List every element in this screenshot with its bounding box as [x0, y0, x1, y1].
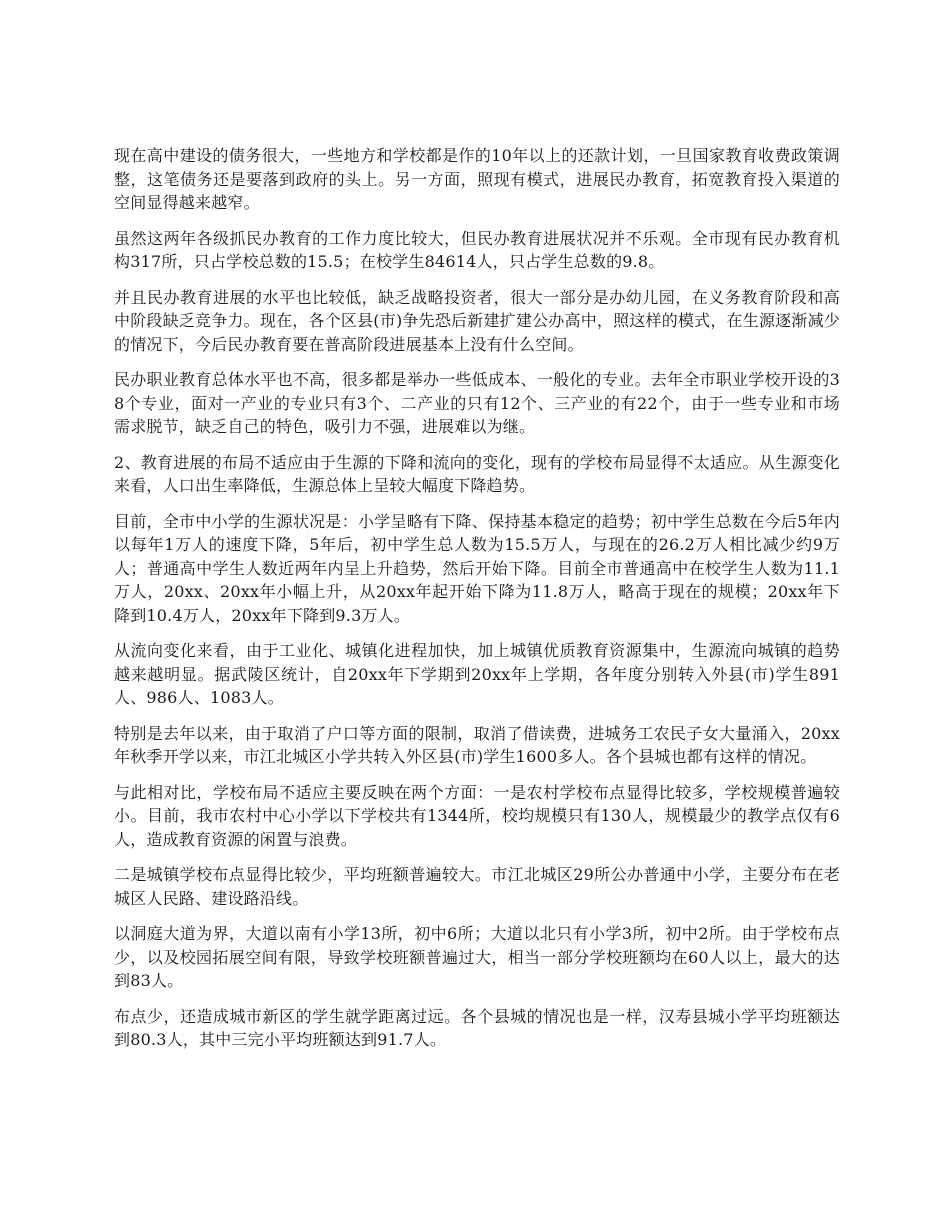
paragraph-9: 与此相对比，学校布局不适应主要反映在两个方面：一是农村学校布点显得比较多，学校规模普遍较小。目前，我市农村中心小学以下学校共有1344所，校均规模只有130人，规模最少的教学点仅有6人，造成教育资源的闲置与浪费。 — [114, 782, 840, 849]
paragraph-2: 虽然这两年各级抓民办教育的工作力度比较大，但民办教育进展状况并不乐观。全市现有民办教育机构317所，只占学校总数的15.5；在校学生84614人，只占学生总数的9.8。 — [114, 228, 840, 271]
paragraph-4: 民办职业教育总体水平也不高，很多都是举办一些低成本、一般化的专业。去年全市职业学校开设的38个专业，面对一产业的专业只有3个、二产业的只有12个、三产业的有22个，由于一些专业和市场需求脱节，缺乏自己的特色，吸引力不强，进展难以为继。 — [114, 370, 840, 436]
document-body — [114, 144, 840, 1064]
paragraph-1: 现在高中建设的债务很大，一些地方和学校都是作的10年以上的还款计划，一旦国家教育收费政策调整，这笔债务还是要落到政府的头上。另一方面，照现有模式，进展民办教育，拓宽教育投入渠道的空间显得越来越窄。 — [114, 146, 840, 212]
paragraph-8: 特别是去年以来，由于取消了户口等方面的限制，取消了借读费，进城务工农民子女大量涌入，20xx年秋季开学以来，市江北城区小学共转入外区县(市)学生1600多人。各个县城也都有这样的情况。 — [114, 723, 840, 766]
paragraph-5: 2、教育进展的布局不适应由于生源的下降和流向的变化，现有的学校布局显得不太适应。从生源变化来看，人口出生率降低，生源总体上呈较大幅度下降趋势。 — [114, 452, 840, 495]
paragraph-12: 布点少，还造成城市新区的学生就学距离过远。各个县城的情况也是一样，汉寿县城小学平均班额达到80.3人，其中三完小平均班额达到91.7人。 — [114, 1006, 840, 1049]
paragraph-6: 目前，全市中小学的生源状况是：小学呈略有下降、保持基本稳定的趋势；初中学生总数在今后5年内以每年1万人的速度下降，5年后，初中学生总人数为15.5万人，与现在的26.2万人相比减少约9万人；普通高中学生人数近两年内呈上升趋势，然后开始下降。目前全市普通高中在校学生人数为11.1万人，20xx、20xx年小幅上升，从20xx年起开始下降为11.8万人，略高于现在的规模；20xx年下降到10.4万人，20xx年下降到9.3万人。 — [114, 511, 840, 625]
paragraph-10: 二是城镇学校布点显得比较少，平均班额普遍较大。市江北城区29所公办普通中小学，主要分布在老城区人民路、建设路沿线。 — [114, 865, 840, 908]
paragraph-7: 从流向变化来看，由于工业化、城镇化进程加快，加上城镇优质教育资源集中，生源流向城镇的趋势越来越明显。据武陵区统计，自20xx年下学期到20xx年上学期，各年度分别转入外县(市)学生891人、986人、1083人。 — [114, 641, 840, 707]
paragraph-11: 以洞庭大道为界，大道以南有小学13所，初中6所；大道以北只有小学3所，初中2所。由于学校布点少，以及校园拓展空间有限，导致学校班额普遍过大，相当一部分学校班额均在60人以上，最大的达到83人。 — [114, 924, 840, 990]
paragraph-3: 并且民办教育进展的水平也比较低，缺乏战略投资者，很大一部分是办幼儿园，在义务教育阶段和高中阶段缺乏竞争力。现在，各个区县(市)争先恐后新建扩建公办高中，照这样的模式，在生源逐渐减少的情况下，今后民办教育要在普高阶段进展基本上没有什么空间。 — [114, 287, 840, 354]
